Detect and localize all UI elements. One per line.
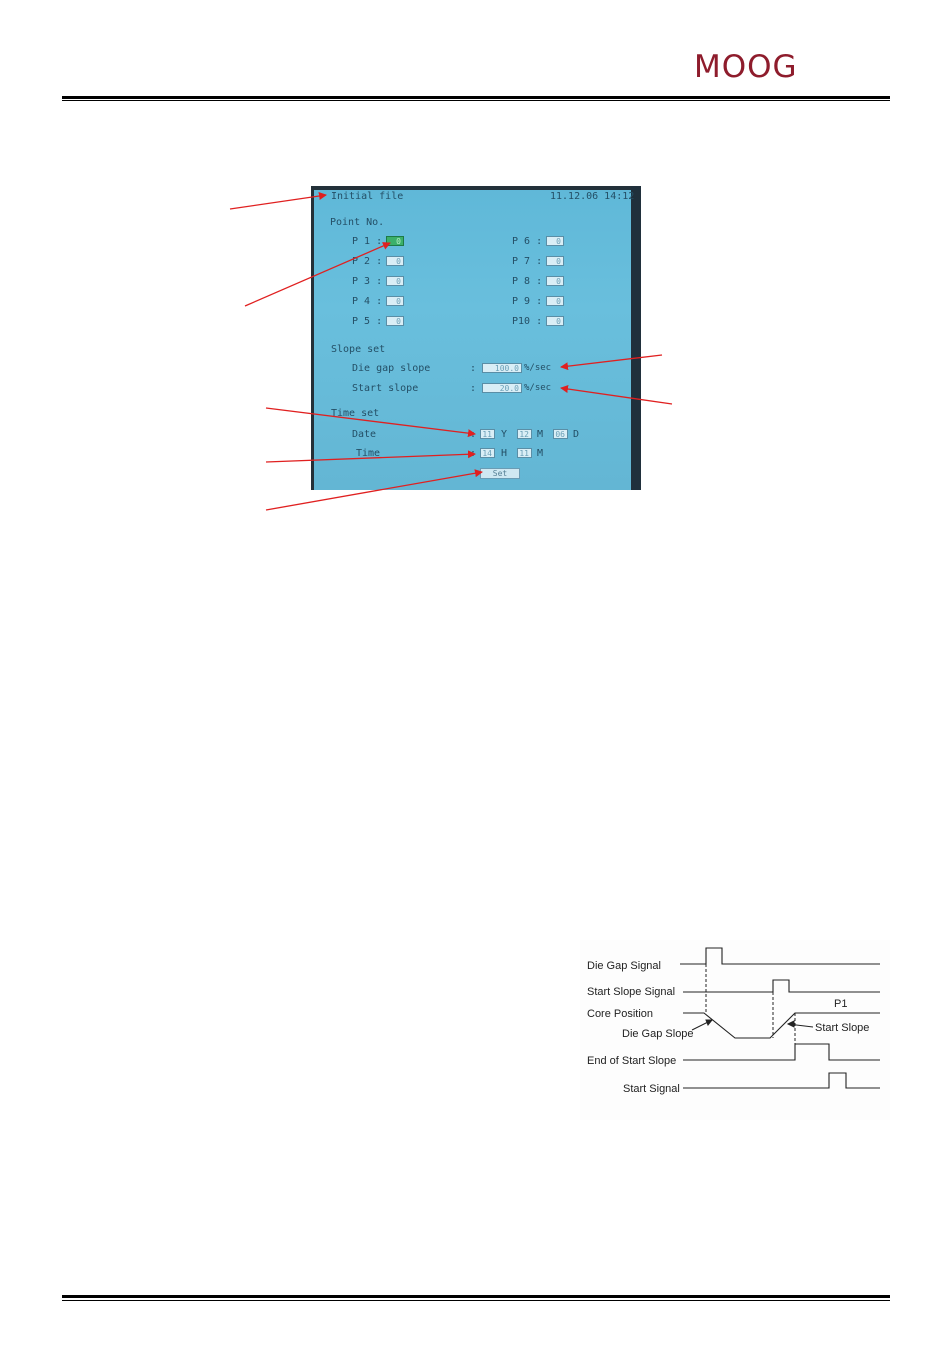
point-p6-field[interactable]: 0 xyxy=(546,236,564,246)
screen-datetime: 11.12.06 14:12 xyxy=(550,191,635,202)
point-p10-field[interactable]: 0 xyxy=(546,316,564,326)
date-year-field[interactable]: 11 xyxy=(480,429,495,439)
timing-diagram xyxy=(580,940,890,1120)
year-unit: Y xyxy=(501,429,508,440)
colon: : xyxy=(470,429,477,440)
start-signal-label: Start Signal xyxy=(623,1083,680,1095)
core-position-label: Core Position xyxy=(587,1008,654,1020)
point-p3-field[interactable]: 0 xyxy=(386,276,404,286)
set-button[interactable]: Set xyxy=(480,468,520,479)
header-rule xyxy=(62,96,890,99)
point-label: P 4 : xyxy=(352,296,383,307)
initial-file-screen xyxy=(311,186,641,490)
screen-bezel-right xyxy=(631,186,641,490)
header-rule-thin xyxy=(62,100,890,101)
time-section-heading: Time set xyxy=(331,408,380,419)
month-unit: M xyxy=(537,429,544,440)
point-label: P 8 : xyxy=(512,276,543,287)
point-label: P 7 : xyxy=(512,256,543,267)
start-slope-signal-label: Start Slope Signal xyxy=(587,986,676,998)
point-p7-field[interactable]: 0 xyxy=(546,256,564,266)
footer-rule xyxy=(62,1295,890,1298)
point-p2-field[interactable]: 0 xyxy=(386,256,404,266)
die-gap-slope-field[interactable]: 100.0 xyxy=(482,363,522,373)
slope-section-heading: Slope set xyxy=(331,344,386,355)
point-p1-field[interactable]: 0 xyxy=(386,236,404,246)
p1-label: P1 xyxy=(834,998,848,1010)
end-of-start-slope-label: End of Start Slope xyxy=(587,1055,677,1067)
colon: : xyxy=(470,363,477,374)
screen-title: Initial file xyxy=(331,191,404,202)
time-label: Time xyxy=(356,448,381,459)
point-p4-field[interactable]: 0 xyxy=(386,296,404,306)
point-p9-field[interactable]: 0 xyxy=(546,296,564,306)
point-section-heading: Point No. xyxy=(330,217,385,228)
point-p5-field[interactable]: 0 xyxy=(386,316,404,326)
point-label: P 9 : xyxy=(512,296,543,307)
die-gap-slope-unit: %/sec xyxy=(524,363,552,373)
point-label: P 2 : xyxy=(352,256,383,267)
colon: : xyxy=(470,448,477,459)
date-day-field[interactable]: 06 xyxy=(553,429,568,439)
point-label: P 5 : xyxy=(352,316,383,327)
day-unit: D xyxy=(573,429,580,440)
die-gap-slope-label: Die Gap Slope xyxy=(622,1028,694,1040)
point-label: P 6 : xyxy=(512,236,543,247)
time-hour-field[interactable]: 14 xyxy=(480,448,495,458)
moog-logo: MOOG xyxy=(694,49,798,85)
point-label: P10 : xyxy=(512,316,543,327)
screen-bezel-top xyxy=(314,186,641,190)
die-gap-signal-label: Die Gap Signal xyxy=(587,960,661,972)
date-month-field[interactable]: 12 xyxy=(517,429,532,439)
start-slope-label: Start Slope xyxy=(815,1022,870,1034)
footer-rule-thin xyxy=(62,1300,890,1301)
date-label: Date xyxy=(352,429,377,440)
die-gap-slope-label: Die gap slope xyxy=(352,363,431,374)
time-minute-field[interactable]: 11 xyxy=(517,448,532,458)
start-slope-label: Start slope xyxy=(352,383,419,394)
hour-unit: H xyxy=(501,448,508,459)
colon: : xyxy=(470,383,477,394)
minute-unit: M xyxy=(537,448,544,459)
start-slope-unit: %/sec xyxy=(524,383,552,393)
point-label: P 1 : xyxy=(352,236,383,247)
start-slope-field[interactable]: 20.0 xyxy=(482,383,522,393)
point-p8-field[interactable]: 0 xyxy=(546,276,564,286)
point-label: P 3 : xyxy=(352,276,383,287)
